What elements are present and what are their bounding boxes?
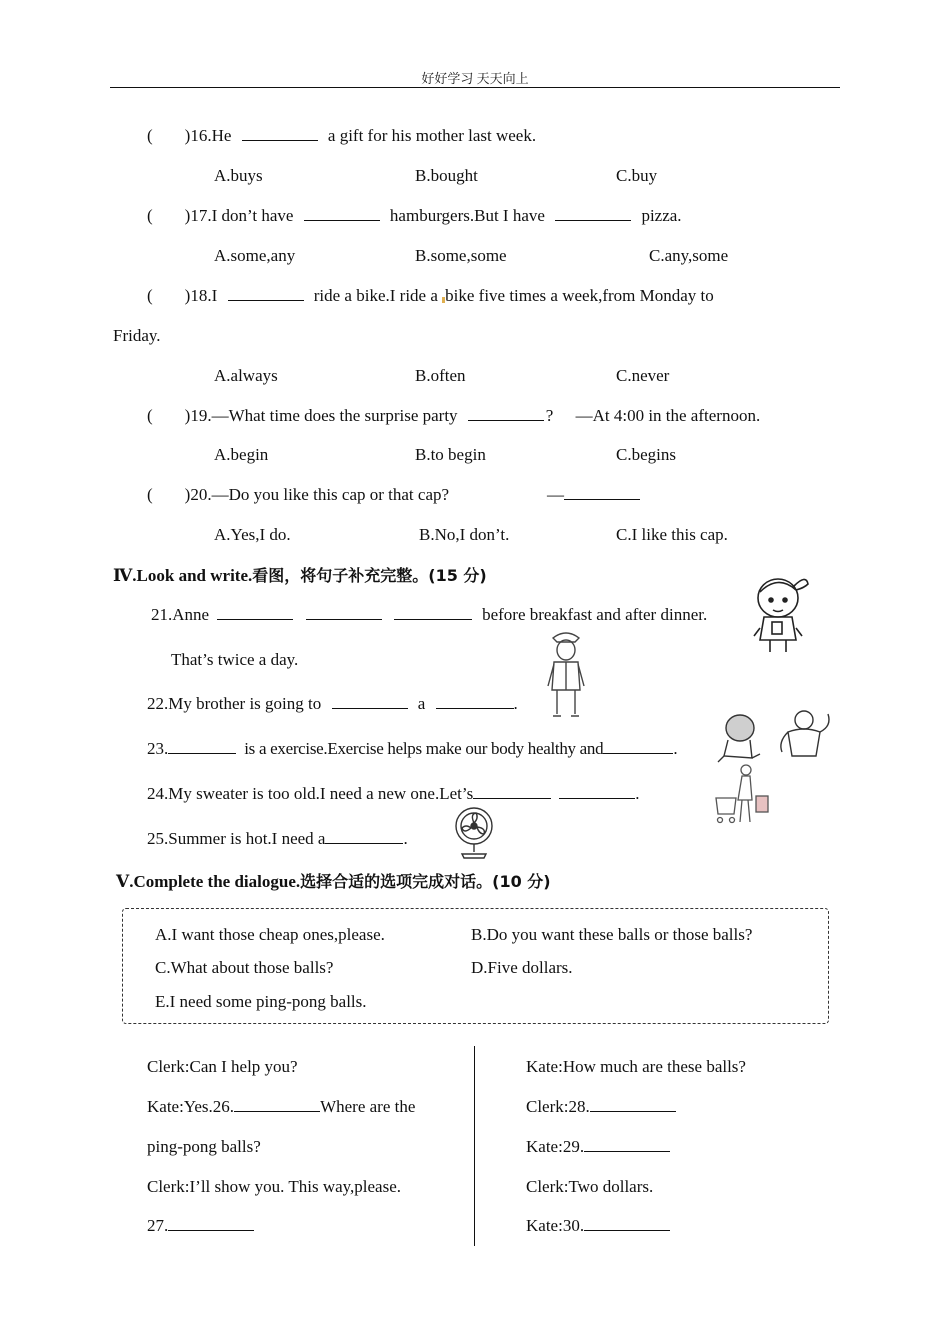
q20-option-b: B.No,I don’t. [419,525,510,544]
dialogue-28-prefix: Clerk:28. [526,1097,590,1116]
q17-option-b: B.some,some [415,246,507,265]
q18-stem-start: )18.I [184,286,218,305]
answer-blank[interactable] [590,1097,676,1112]
section-5-title [116,869,551,892]
electric-fan-illustration [452,806,496,860]
answer-blank[interactable] [304,206,380,221]
q24-text: 24.My sweater is too old.I need a new one.Let’s [147,784,474,803]
question-20 [147,485,449,505]
dialogue-line [526,1097,676,1117]
question-25 [147,829,408,849]
answer-blank[interactable] [559,784,635,799]
shopping-illustration [712,762,780,830]
section-4-title-en: Ⅳ.Look and write. [113,566,253,585]
q18-stem-wrap: Friday. [113,326,161,345]
answer-blank[interactable] [603,739,673,754]
question-18 [147,286,714,306]
q25-text: 25.Summer is hot.I need a [147,829,326,848]
answer-blank[interactable] [394,605,472,620]
q19-option-b: B.to begin [415,445,486,464]
option-c: C.What about those balls? [155,958,334,977]
answer-blank[interactable] [228,286,304,301]
q20-stem: )20.—Do you like this cap or that cap? [184,485,450,504]
column-divider [474,1046,475,1246]
dialogue-26-prefix: Kate:Yes.26. [147,1097,235,1116]
answer-blank[interactable] [332,694,408,709]
option-a: A.I want those cheap ones,please. [155,925,385,944]
q18-stem-end: bike five times a week,from Monday to [445,286,714,305]
q22-period: . [513,694,518,713]
answer-blank[interactable] [325,829,403,844]
dialogue-line [147,1097,415,1117]
q23-period: . [673,739,678,758]
q19-option-a: A.begin [214,445,269,464]
question-22 [147,694,518,714]
answer-blank[interactable] [217,605,293,620]
section-4-title-cn: 看图，将句子补充完整。(15 分) [252,566,487,585]
question-23 [147,739,678,759]
answer-paren: ( [147,485,153,504]
q19-stem-start: )19.—What time does the surprise party [184,406,458,425]
q21-start: 21.Anne [151,605,210,624]
q20-option-c: C.I like this cap. [616,525,728,544]
answer-blank[interactable] [468,406,544,421]
option-e: E.I need some ping-pong balls. [155,992,367,1011]
header-divider [110,87,840,88]
section-4-title [113,563,487,586]
dialogue-line: Clerk:Can I help you? [147,1057,298,1076]
q20-answer-line [547,485,640,505]
exercise-characters-illustration [716,706,834,768]
dialogue-line: Clerk:Two dollars. [526,1177,654,1196]
dialogue-line [526,1137,670,1157]
q20-dash: — [547,485,564,504]
q18-option-b: B.often [415,366,466,385]
option-b: B.Do you want these balls or those balls? [471,925,753,944]
page-header: 好好学习 天天向上 [421,71,529,86]
q21-end: before breakfast and after dinner. [482,605,708,624]
q17-option-c: C.any,some [649,246,729,265]
answer-paren: ( [147,286,153,305]
q19-option-c: C.begins [616,445,676,464]
q22-article: a [417,694,426,713]
answer-blank[interactable] [473,784,551,799]
q16-stem-start: )16.He [184,126,232,145]
answer-blank[interactable] [584,1216,670,1231]
q21-continuation: That’s twice a day. [171,650,299,669]
answer-blank[interactable] [234,1097,320,1112]
dialogue-line: ping-pong balls? [147,1137,261,1156]
q17-stem-end: pizza. [641,206,682,225]
answer-blank[interactable] [555,206,631,221]
question-24 [147,784,639,804]
question-19 [147,406,760,426]
answer-blank[interactable] [436,694,514,709]
question-21 [151,605,707,625]
question-17 [147,206,682,226]
q19-answer-text: —At 4:00 in the afternoon. [575,406,761,425]
dialogue-line [147,1216,254,1236]
girl-brushing-teeth-illustration [748,570,814,656]
option-d: D.Five dollars. [471,958,573,977]
dialogue-line [526,1216,670,1236]
answer-blank[interactable] [584,1137,670,1152]
dialogue-30-prefix: Kate:30. [526,1216,585,1235]
answer-blank[interactable] [242,126,318,141]
q23-number: 23. [147,739,169,758]
q17-stem-start: )17.I don’t have [184,206,294,225]
section-5-title-en: Ⅴ.Complete the dialogue. [116,872,301,891]
q18-option-a: A.always [214,366,278,385]
answer-blank[interactable] [306,605,382,620]
dialogue-line: Clerk:I’ll show you. This way,please. [147,1177,402,1196]
dialogue-line: Kate:How much are these balls? [526,1057,746,1076]
police-officer-illustration [545,628,587,720]
answer-paren: ( [147,206,153,225]
q16-option-b: B.bought [415,166,478,185]
q22-start: 22.My brother is going to [147,694,322,713]
q20-option-a: A.Yes,I do. [214,525,291,544]
q17-option-a: A.some,any [214,246,296,265]
answer-paren: ( [147,126,153,145]
dialogue-26-suffix: Where are the [320,1097,416,1116]
q18-option-c: C.never [616,366,670,385]
q16-option-a: A.buys [214,166,263,185]
question-16 [147,126,536,146]
dialogue-29-prefix: Kate:29. [526,1137,585,1156]
answer-blank[interactable] [564,485,640,500]
q17-stem-middle: hamburgers.But I have [389,206,545,225]
q23-text: is a exercise.Exercise helps make our body healthy and [244,739,604,758]
q24-period: . [635,784,640,803]
section-5-title-cn: 选择合适的选项完成对话。(10 分) [300,872,551,891]
answer-blank[interactable] [168,739,236,754]
q19-question-mark: ? [545,406,554,425]
q16-option-c: C.buy [616,166,658,185]
q18-stem-middle: ride a bike.I ride a [313,286,438,305]
answer-blank[interactable] [168,1216,254,1231]
q25-period: . [403,829,408,848]
dialogue-27-prefix: 27. [147,1216,169,1235]
q16-stem-end: a gift for his mother last week. [327,126,537,145]
answer-paren: ( [147,406,153,425]
